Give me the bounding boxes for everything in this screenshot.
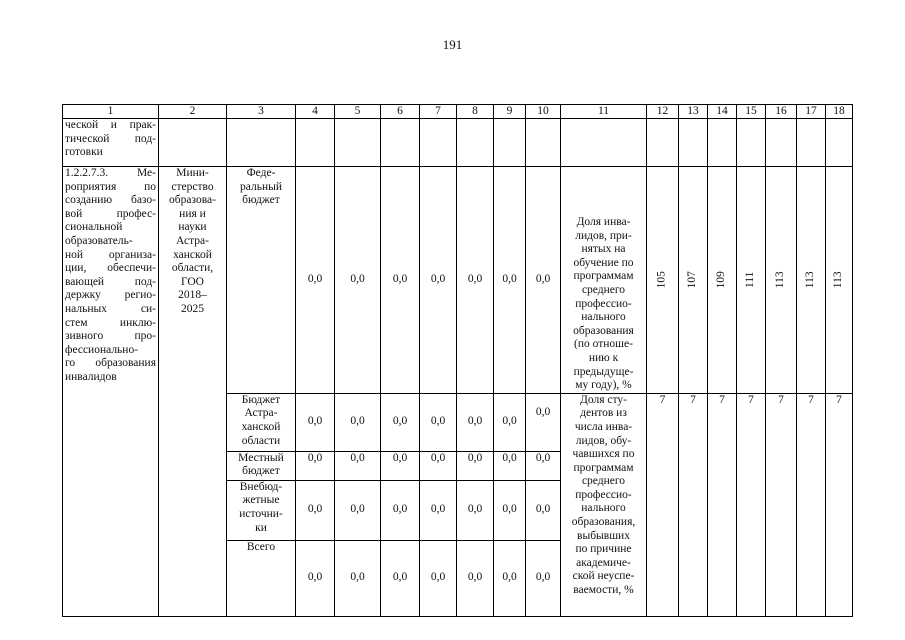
text-line: вающей под- [65,275,156,288]
indicator-value-cell: 7 [737,393,766,616]
column-number: 13 [679,105,708,119]
value-cell: 0,0 [381,451,420,480]
text-line: му году), % [575,379,632,392]
text-line: числа инва- [574,420,633,433]
indicator-value-cell [737,167,766,394]
value-cell: 0,0 [296,393,335,451]
text-line: образования [573,324,634,337]
text-line: Доля сту- [580,393,627,406]
text-line: (по отноше- [574,338,633,351]
text-line: бюджет [242,465,280,478]
value-cell: 0,0 [335,393,381,451]
text-line: 2025 [181,302,204,315]
text-line: роприятия по [65,180,156,193]
value-cell: 0,0 [335,167,381,394]
value-cell: 0,0 [457,451,494,480]
text-line: области, [171,262,214,275]
column-number: 10 [526,105,561,119]
value-cell: 0,0 [457,480,494,540]
text-line: нию к [588,351,619,364]
text-line: Бюджет [241,393,281,406]
indicator-value-cell [647,167,679,394]
indicator-value-cell [708,167,737,394]
value-cell: 0,0 [526,393,561,451]
text-line: ции, обеспечи- [65,262,156,275]
indicator-value: 111 [744,271,757,289]
text-line: программам [573,270,634,283]
continuation-text-cell [63,119,159,167]
funding-source-cell [227,480,296,540]
value-cell: 0,0 [457,167,494,394]
text-line: профессио- [575,488,632,501]
text-line: ханской [241,420,281,433]
text-line: го образования [65,357,156,370]
text-line: Доля инва- [576,216,631,228]
text-line: бюджет [242,194,280,207]
indicator-text-cell [561,393,647,616]
indicator-text-cell [561,167,647,394]
continuation-row [63,119,853,167]
event-description-cell [63,167,159,617]
text-line: держку регио- [65,289,156,302]
value-cell: 0,0 [381,540,420,616]
indicator-value: 109 [715,271,728,289]
text-line: сиональной [65,221,123,234]
value-cell: 0,0 [526,480,561,540]
text-line: готовки [65,146,103,159]
column-number: 15 [737,105,766,119]
indicator-value: 113 [832,271,845,289]
column-number: 4 [296,105,335,119]
text-line: дентов из [580,407,627,420]
indicator-value-cell [826,167,853,394]
value-cell: 0,0 [494,393,526,451]
value-cell: 0,0 [381,393,420,451]
text-line: 1.2.2.7.3. Ме- [65,167,156,179]
value-cell: 0,0 [420,480,457,540]
page-number: 191 [442,37,463,52]
text-line: Всего [246,540,276,553]
indicator-value-cell: 7 [679,393,708,616]
text-line: ханской [173,248,212,261]
text-line: обучение по [573,256,634,269]
indicator-value-cell: 7 [766,393,797,616]
value-cell: 0,0 [335,451,381,480]
value-cell: 0,0 [420,167,457,394]
value-cell: 0,0 [381,480,420,540]
text-line: области [241,434,281,447]
text-line: ГОО [181,275,204,288]
funding-source-cell [227,167,296,394]
text-line: инвалидов [65,370,117,383]
text-line: ральный [240,180,282,193]
text-line: образователь- [65,234,133,247]
value-cell: 0,0 [494,167,526,394]
indicator-value-cell: 7 [708,393,737,616]
text-line: Мини- [176,167,209,179]
value-cell: 0,0 [457,393,494,451]
text-line: Астра- [244,407,278,420]
indicator-value-cell [797,167,826,394]
text-line: лидов, обу- [575,434,632,447]
text-line: Астра- [176,234,209,247]
text-line: зивного про- [65,330,156,343]
indicator-value-cell: 7 [826,393,853,616]
text-line: выбывших [577,529,630,542]
text-line: профессио- [575,297,632,310]
indicator-value: 113 [804,271,817,289]
column-number: 9 [494,105,526,119]
column-number: 5 [335,105,381,119]
column-number: 6 [381,105,420,119]
funding-source-cell [227,393,296,451]
value-cell: 0,0 [381,167,420,394]
text-line: нятых на [581,243,626,256]
text-line: 2018– [178,289,207,302]
text-line: стерство [171,180,214,193]
text-line: чавшихся по [572,448,635,461]
table-row [63,167,853,394]
text-line: ческой и прак- [65,119,156,131]
text-line: предыдуще- [573,365,634,378]
value-cell: 0,0 [335,540,381,616]
column-number: 17 [797,105,826,119]
text-line: источни- [239,507,283,520]
value-cell: 0,0 [296,540,335,616]
indicator-value-cell: 7 [797,393,826,616]
program-table [62,104,853,617]
indicator-value-cell [679,167,708,394]
value-cell: 0,0 [494,540,526,616]
indicator-value-cell [766,167,797,394]
column-number: 11 [561,105,647,119]
value-cell: 0,0 [296,480,335,540]
text-line: ния и [179,207,206,220]
text-line: науки [178,221,207,234]
text-line: созданию базо- [65,194,156,207]
value-cell: 0,0 [494,480,526,540]
text-line: программам [573,461,634,474]
column-number: 18 [826,105,853,119]
value-cell: 0,0 [457,540,494,616]
indicator-value: 113 [774,271,787,289]
text-line: нальных си- [65,302,156,315]
value-cell: 0,0 [494,451,526,480]
column-number: 16 [766,105,797,119]
text-line: вой профес- [65,207,156,220]
column-number: 2 [159,105,227,119]
text-line: Местный [238,451,284,464]
executor-cell [159,167,227,617]
text-line: образования, [571,516,636,529]
indicator-value-cell: 7 [647,393,679,616]
value-cell: 0,0 [526,540,561,616]
text-line: среднего [581,283,626,296]
text-line: фессионально- [65,343,139,356]
value-cell: 0,0 [420,540,457,616]
indicator-value: 107 [686,271,699,289]
text-line: ки [255,521,267,534]
text-line: ваемости, % [573,584,634,597]
funding-source-cell [227,540,296,616]
text-line: по причине [575,543,632,556]
value-cell: 0,0 [526,167,561,394]
value-cell: 0,0 [420,451,457,480]
text-line: ной организа- [65,248,156,261]
value-cell: 0,0 [420,393,457,451]
column-number: 14 [708,105,737,119]
column-number: 3 [227,105,296,119]
column-number: 7 [420,105,457,119]
text-line: лидов, при- [575,229,632,242]
value-cell: 0,0 [296,451,335,480]
column-number: 12 [647,105,679,119]
value-cell: 0,0 [296,167,335,394]
text-line: образова- [169,194,216,207]
value-cell: 0,0 [526,451,561,480]
text-line: ской неуспе- [572,570,635,583]
text-line: Феде- [246,167,276,179]
funding-source-cell [227,451,296,480]
column-number-row [63,105,853,119]
column-number: 8 [457,105,494,119]
text-line: академиче- [576,556,631,569]
text-line: среднего [581,475,626,488]
text-line: стем инклю- [65,316,156,329]
text-line: нального [581,311,626,324]
text-line: нального [581,502,626,515]
indicator-value: 105 [655,271,668,289]
text-line: тической под- [65,132,156,145]
value-cell: 0,0 [335,480,381,540]
text-line: жетные [242,494,280,507]
text-line: Внебюд- [239,480,283,493]
column-number: 1 [63,105,159,119]
